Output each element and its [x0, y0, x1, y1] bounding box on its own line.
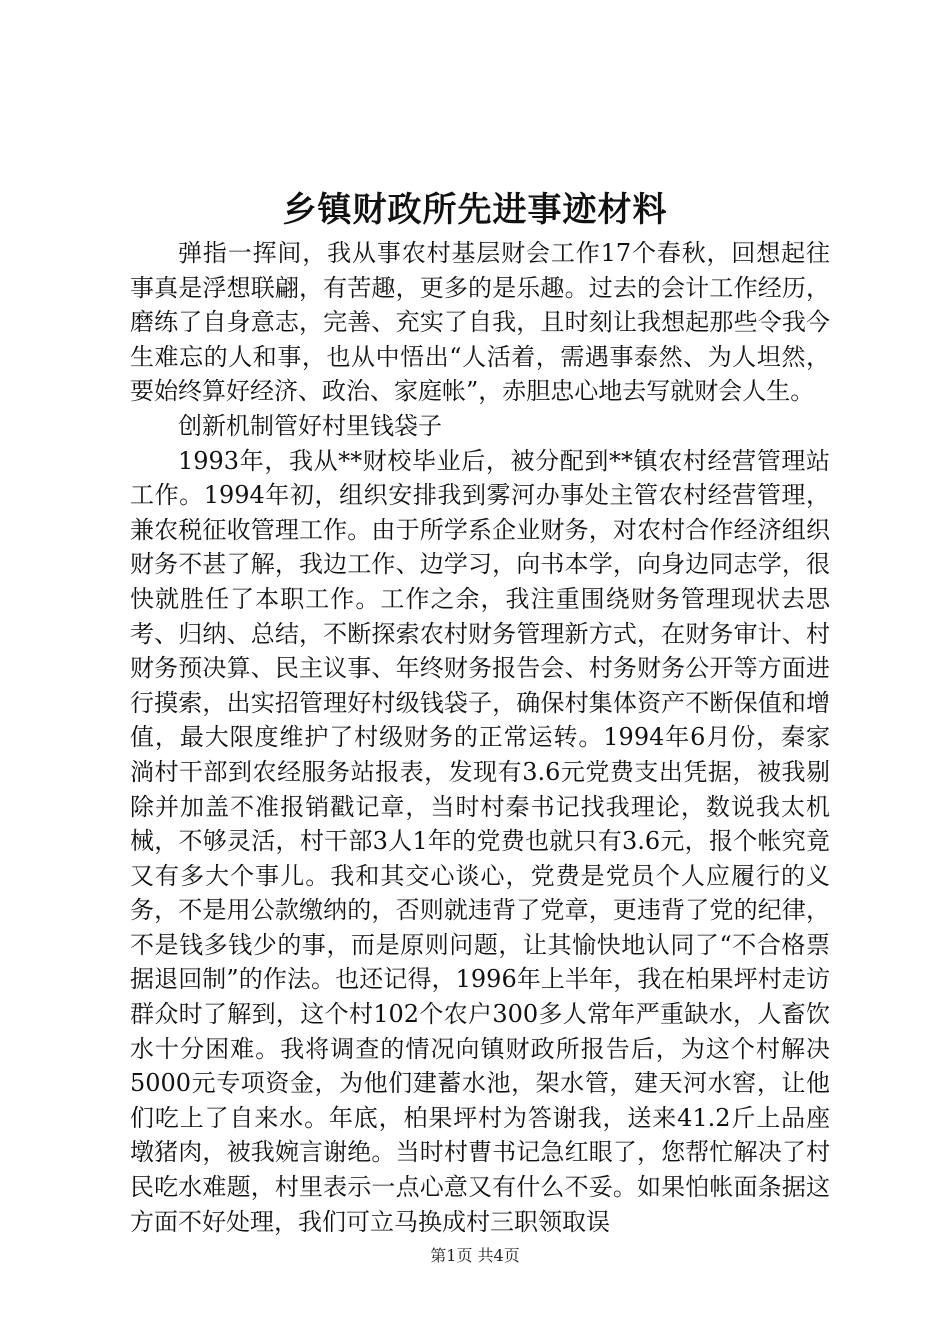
section-heading: 创新机制管好村里钱袋子	[178, 411, 442, 440]
document-body	[130, 236, 830, 1239]
page-footer: 第1页 共4页	[430, 1246, 520, 1265]
paragraph-story: 1993年，我从**财校毕业后，被分配到**镇农村经营管理站工作。1994年初，组织安排我到雾河办事处主管农村经营管理，兼农税征收管理工作。由于所学系企业财务，对农村合作经济组织财务不甚了解，我边工作、边学习，向书本学，向身边同志学，很快就胜任了本职工作。工作之余，我注重围绕财务管理现状去思考、归纳、总结，不断探索农村财务管理新方式，在财务审计、村财务预决算、民主议事、年终财务报告会、村务财务公开等方面进行摸索，出实招管理好村级钱袋子，确保村集体资产不断保值和增值，最大限度维护了村级财务的正常运转。1994年6月份，秦家淌村干部到农经服务站报表，发现有3.6元党费支出凭据，被我剔除并加盖不准报销戳记章，当时村秦书记找我理论，数说我太机械，不够灵活，村干部3人1年的党费也就只有3.6元，报个帐究竟又有多大个事儿。我和其交心谈心，党费是党员个人应履行的义务，不是用公款缴纳的，否则就违背了党章，更违背了党的纪律，不是钱多钱少的事，而是原则问题，让其愉快地认同了“不合格票据退回制”的作法。也还记得，1996年上半年，我在柏果坪村走访群众时了解到，这个村102个农户300多人常年严重缺水，人畜饮水十分困难。我将调查的情况向镇财政所报告后，为这个村解决5000元专项资金，为他们建蓄水池，架水管，建天河水窖，让他们吃上了自来水。年底，柏果坪村为答谢我，送来41.2斤上品座墩猪肉，被我婉言谢绝。当时村曹书记急红眼了，您帮忙解决了村民吃水难题，村里表示一点心意又有什么不妥。如果怕帐面条据这方面不好处理，我们可立马换成村三职领取误	[130, 446, 830, 1236]
document-title: 乡镇财政所先进事迹材料	[282, 190, 668, 230]
paragraph-intro: 弹指一挥间，我从事农村基层财会工作17个春秋，回想起往事真是浮想联翩，有苦趣，更多的是乐趣。过去的会计工作经历，磨练了自身意志，完善、充实了自我，且时刻让我想起那些令我今生难忘的人和事，也从中悟出“人活着，需遇事泰然、为人坦然，要始终算好经济、政治、家庭帐”，赤胆忠心地去写就财会人生。	[130, 239, 830, 406]
